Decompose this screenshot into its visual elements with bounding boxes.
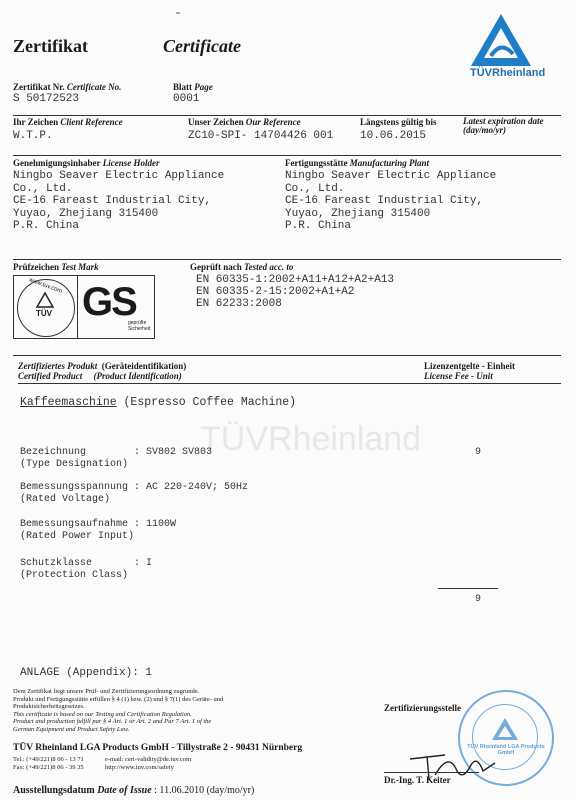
note-line: Product and production fulfill par § 4 Art. 1 or Art. 2 and Par 7 Art. 1 of the (13, 718, 212, 725)
col1-en: Certified Product (18, 371, 83, 381)
contact-fax: Fax: (+49/221)8 06 - 39 35 (13, 763, 84, 771)
test-mark-label-de: Prüfzeichen (13, 262, 59, 272)
expiry-value: 10.06.2015 (360, 130, 427, 142)
signature-line (384, 772, 479, 773)
address-line: P.R. China (13, 220, 80, 232)
issue-date-value: : 11.06.2010 (day/mo/yr) (154, 785, 255, 796)
brand-name: TÜVRheinland (470, 67, 546, 79)
license-holder-address (13, 170, 224, 233)
address-line: Yuyao, Zhejiang 315400 (13, 207, 159, 220)
product-header-left (18, 361, 186, 381)
product-header-right (424, 361, 515, 381)
tested-label (190, 262, 293, 272)
our-ref-value: ZC10-SPI- 14704426 001 (188, 130, 334, 142)
license-holder-label-en: License Holder (102, 158, 160, 168)
cert-no-label (13, 82, 121, 92)
spec-value: : SV802 SV803 (134, 447, 213, 458)
plant-label (285, 158, 429, 168)
contact-email[interactable]: e-mail: cert-validity@de.tuv.com (105, 756, 192, 763)
spec-label-en: (Rated Power Input) (20, 531, 135, 542)
spec-row (20, 482, 248, 506)
expiry-label (360, 117, 437, 127)
spec-label: Bezeichnung (20, 447, 87, 458)
signatory: Dr.-Ing. T. Keiter (384, 775, 451, 785)
fee-total-line (438, 588, 498, 589)
tested-label-de: Geprüft nach (190, 262, 242, 272)
cert-no-label-en: Certificate No. (66, 82, 122, 92)
issue-date-label-en: Date of Issue (97, 785, 152, 796)
license-holder-label (13, 158, 160, 168)
note-line: This certificate is based on our Testing and Certification Regulation. (13, 710, 192, 718)
watermark: TÜVRheinland (200, 420, 422, 458)
divider-2 (13, 155, 561, 156)
spec-row (20, 447, 212, 471)
address-line: P.R. China (285, 220, 352, 232)
spec-label-en: (Protection Class) (20, 570, 129, 581)
col1-de: Zertifiziertes Produkt (18, 361, 98, 371)
company-line: TÜV Rheinland LGA Products GmbH - Tillystraße 2 - 90431 Nürnberg (13, 743, 303, 753)
cert-no-label-de: Zertifikat Nr. (13, 82, 65, 92)
spec-value: : 1100W (134, 519, 177, 530)
note-line: German Equipment and Product Safety Law. (13, 725, 130, 733)
page-value: 0001 (173, 93, 200, 105)
page-label-de: Blatt (173, 82, 192, 92)
title-en: Certificate (163, 36, 241, 56)
our-ref-label-en: Our Reference (245, 117, 301, 127)
license-holder-label-de: Genehmigungsinhaber (13, 158, 101, 168)
tuv-triangle-logo-icon (468, 12, 534, 68)
our-ref-label (188, 117, 301, 127)
expiry-label-en: Latest expiration date (463, 116, 544, 126)
spec-fee: 9 (475, 447, 482, 458)
title-de: Zertifikat (13, 36, 88, 56)
plant-address (285, 170, 496, 233)
test-mark-label (13, 262, 99, 272)
our-ref-label-de: Unser Zeichen (188, 117, 244, 127)
stamp-text: TÜV Rheinland LGA Products GmbH (467, 744, 545, 756)
spec-row (20, 519, 176, 543)
seal-tuv: TÜV (36, 309, 52, 318)
fee-total: 9 (475, 594, 482, 605)
col2-en: License Fee - Unit (424, 371, 493, 381)
note-line: Produkt und Fertigungsstätte erfüllen § 4 (1) bzw. (2) und § 7(1) des Geräte- und (13, 695, 224, 703)
cert-no-value: S 50172523 (13, 93, 80, 105)
address-line: Co., Ltd. (285, 182, 345, 195)
address-line: Ningbo Seaver Electric Appliance (13, 170, 225, 182)
page-label-en: Page (194, 82, 213, 92)
spec-label: Bemessungsaufnahme (20, 519, 129, 530)
address-line: Yuyao, Zhejiang 315400 (285, 207, 431, 220)
tested-standards (196, 274, 394, 310)
client-ref-label-en: Client Reference (60, 117, 123, 127)
spec-value: : AC 220-240V; 50Hz (134, 482, 249, 493)
appendix: ANLAGE (Appendix): 1 (20, 667, 153, 679)
tested-label-en: Tested acc. to (244, 262, 294, 272)
col1-en2: (Product Identification) (93, 371, 182, 381)
spec-label-en: (Rated Voltage) (20, 494, 111, 505)
seal-triangle-icon (36, 292, 54, 308)
spec-value: : I (134, 558, 153, 569)
plant-label-en: Manufacturing Plant (349, 158, 430, 168)
note-line: Dem Zertifikat liegt unsere Prüf- und Zertifizierungsordnung zugrunde. (13, 688, 200, 695)
spec-row (20, 558, 152, 582)
gs-subtext: geprüfte Sicherheit (128, 320, 151, 332)
contact-tel: Tel.: (+49/221)8 06 - 13 71 (13, 756, 84, 763)
spec-label-en: (Type Designation) (20, 459, 129, 470)
plant-label-de: Fertigungsstätte (285, 158, 348, 168)
spec-label: Schutzklasse (20, 558, 93, 569)
contact-web[interactable]: http://www.tuv.com/safety (105, 763, 174, 771)
product-name-row (20, 396, 296, 409)
address-line: Ningbo Seaver Electric Appliance (285, 170, 497, 182)
contact-block (13, 756, 191, 771)
divider-4 (13, 355, 561, 356)
standard-line: EN 60335-2-15:2002+A1+A2 (196, 286, 355, 298)
client-ref-label (13, 117, 123, 127)
client-ref-value: W.T.P. (13, 130, 53, 142)
seal-url: www.tuv.com (28, 277, 63, 295)
page-label (173, 82, 213, 92)
col2-de: Lizenzentgelte - Einheit (424, 361, 515, 371)
spec-label: Bemessungsspannung (20, 482, 129, 493)
stamp-triangle-icon (490, 716, 520, 742)
gs-divider (77, 276, 78, 338)
scratch-mark (176, 12, 180, 14)
cert-body-label: Zertifizierungsstelle (384, 703, 461, 713)
standard-line: EN 60335-1:2002+A11+A12+A2+A13 (196, 274, 395, 286)
divider-3 (13, 259, 561, 260)
expiry-label-en2: (day/mo/yr) (463, 125, 506, 135)
gs-letters: GS (82, 280, 136, 324)
issue-date-label-de: Ausstellungsdatum (13, 785, 95, 796)
address-line: Co., Ltd. (13, 182, 73, 195)
footer-notes (13, 688, 343, 733)
product-header-underline (18, 383, 561, 384)
test-mark-label-en: Test Mark (61, 262, 99, 272)
product-name: Kaffeemaschine (20, 396, 117, 409)
client-ref-label-de: Ihr Zeichen (13, 117, 59, 127)
address-line: CE-16 Fareast Industrial City, (285, 195, 484, 207)
address-line: CE-16 Fareast Industrial City, (13, 195, 212, 207)
expiry-label-en-block (463, 117, 544, 135)
issue-date (13, 785, 254, 796)
standard-line: EN 62233:2008 (196, 298, 282, 310)
product-name-en: (Espresso Coffee Machine) (123, 396, 297, 409)
note-line: Produktsicherheitsgesetzes. (13, 703, 85, 710)
gs-mark-logo (13, 275, 155, 339)
expiry-label-de: Längstens gültig bis (360, 117, 437, 127)
col1-de2: (Geräteidentifikation) (101, 361, 187, 371)
